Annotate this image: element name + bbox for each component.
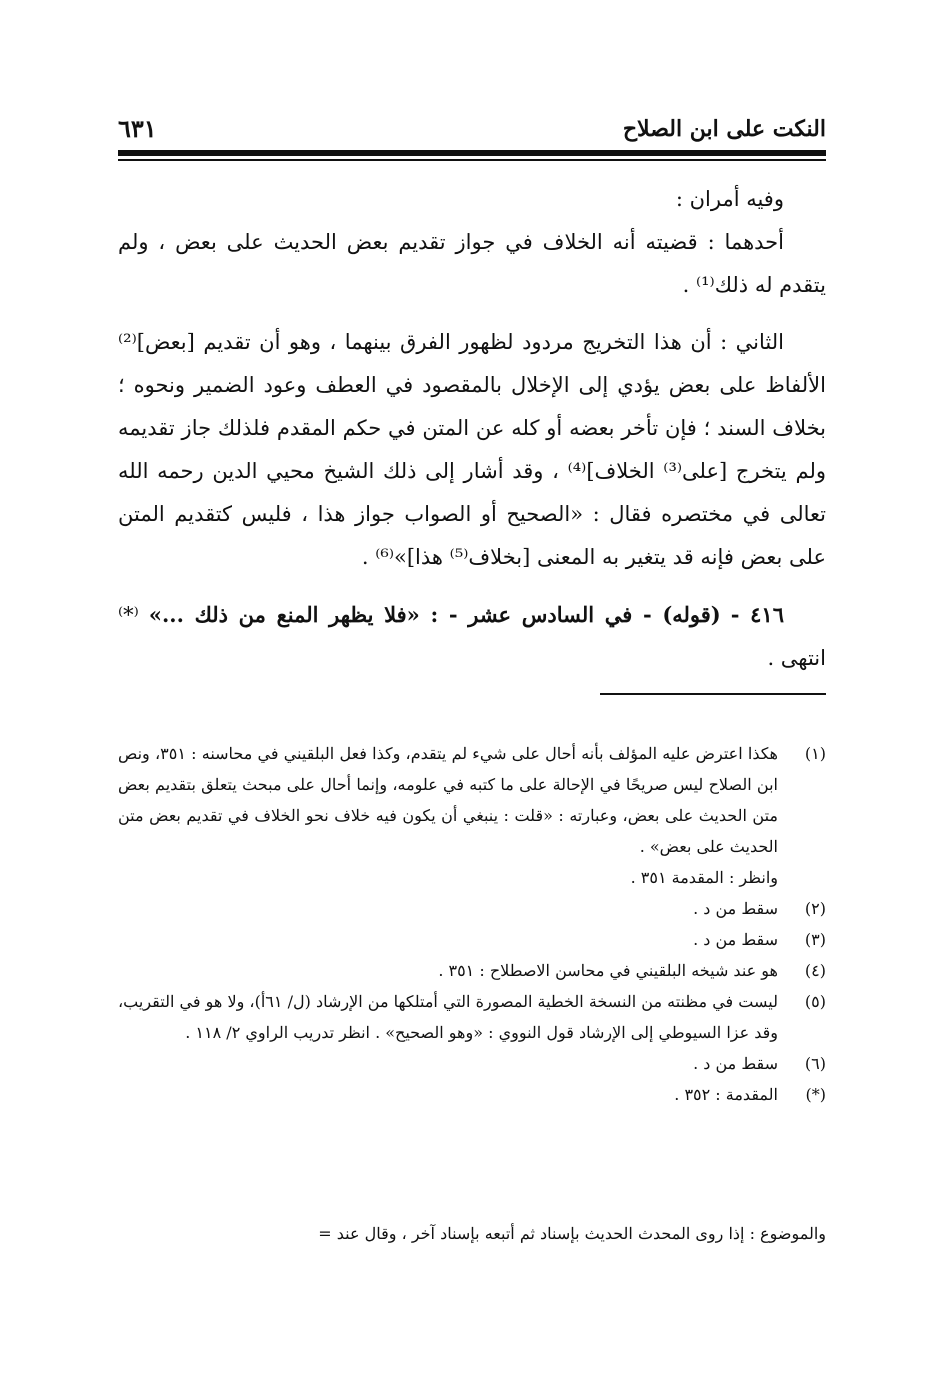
footnote-number: (٦)	[804, 1054, 826, 1073]
footnote-text: المقدمة : ٣٥٢ .	[674, 1085, 778, 1104]
header-rule-thick	[118, 150, 826, 156]
footnote	[118, 955, 826, 986]
item-ending: ⁽*⁾ انتهى .	[118, 603, 826, 670]
item-number: ٤١٦ -	[730, 602, 784, 627]
footnote-text: سقط من د .	[693, 930, 778, 949]
footnote-text: سقط من د .	[693, 1054, 778, 1073]
footnote-text: ليست في مظنته من النسخة الخطية المصورة التي أمتلكها من الإرشاد (ل/ ٦١أ)، ولا هو في التقريب، وقد عزا السيوطي إلى الإرشاد قول النووي : «وهو الصحيح» . انظر تدريب الراوي ٢/ ١١٨ .	[118, 992, 778, 1042]
item-quote: (قوله) - في السادس عشر - : «فلا يظهر المنع من ذلك ...»	[148, 602, 721, 627]
footnote-text: سقط من د .	[693, 899, 778, 918]
book-title: النكت على ابن الصلاح	[622, 116, 826, 142]
page-number: ٦٣١	[118, 114, 157, 143]
footnote	[118, 1048, 826, 1079]
footnotes	[118, 738, 826, 1110]
main-text	[118, 178, 826, 680]
footnote-number: (١)	[804, 744, 826, 763]
second-point-paragraph: الثاني : أن هذا التخريج مردود لظهور الفرق بينهما ، وهو أن تقديم [بعض]⁽²⁾ الألفاظ على بعض يؤدي إلى الإخلال بالمقصود في العطف وعود الضمير ونحوه ؛ بخلاف السند ؛ فإن تأخر بعضه أو كله عن المتن في حكم المقدم فلذلك جاز تقديمه ولم يتخرج [على⁽³⁾ الخلاف]⁽⁴⁾ ، وقد أشار إلى ذلك الشيخ محيي الدين رحمه الله تعالى في مختصره فقال : «الصحيح أو الصواب جواز هذا ، فليس كتقديم المتن على بعض فإنه قد يتغير به المعنى [بخلاف⁽⁵⁾ هذا]»⁽⁶⁾ .	[118, 330, 826, 569]
running-header	[118, 112, 826, 148]
footnote-number: (*)	[805, 1085, 826, 1104]
continued-note-line: والموضوع : إذا روى المحدث الحديث بإسناد ثم أتبعه بإسناد آخر ، وقال عند =	[318, 1224, 826, 1243]
footnote	[118, 893, 826, 924]
first-point-paragraph: أحدهما : قضيته أنه الخلاف في جواز تقديم بعض الحديث على بعض ، ولم يتقدم له ذلك⁽¹⁾ .	[118, 230, 826, 297]
header-rule-thin	[118, 159, 826, 161]
intro-paragraph: وفيه أمران :	[675, 187, 784, 211]
footnote-number: (٣)	[804, 930, 826, 949]
footnote-number: (٤)	[804, 961, 826, 980]
footnote-text: هكذا اعترض عليه المؤلف بأنه أحال على شيء لم يتقدم، وكذا فعل البلقيني في محاسنه : ٣٥١، ونص ابن الصلاح ليس صريحًا في الإحالة على ما كتبه في علومه، وإنما أحال على مبحث يتعلق بتقديم بعض متن الحديث على بعض، وعبارته : «قلت : ينبغي أن يكون فيه خلاف نحو الخلاف في تقديم بعض متن الحديث على بعض» .	[118, 744, 778, 856]
footnote	[118, 1079, 826, 1110]
footnote-text: هو عند شيخه البلقيني في محاسن الاصطلاح : ٣٥١ .	[438, 961, 778, 980]
footnote-number: (٢)	[804, 899, 826, 918]
footnote-number: (٥)	[804, 992, 826, 1011]
footnote	[118, 924, 826, 955]
footnote-text: وانظر : المقدمة ٣٥١ .	[630, 868, 778, 887]
numbered-item-paragraph	[118, 593, 826, 680]
footnote-separator	[600, 693, 826, 695]
footnote	[118, 986, 826, 1048]
footnote-continuation	[118, 862, 826, 893]
footnote	[118, 738, 826, 862]
